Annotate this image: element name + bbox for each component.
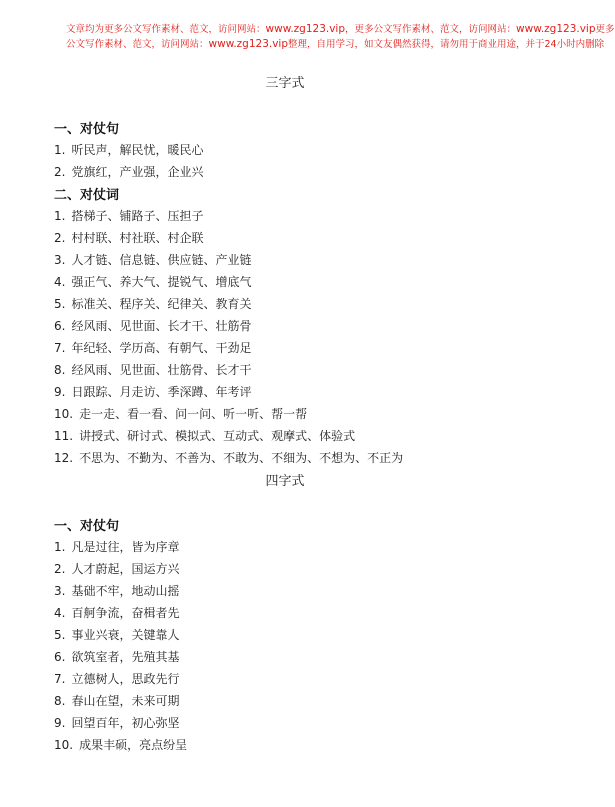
item-number: 9. [54, 716, 66, 730]
item-number: 10. [54, 738, 74, 752]
list-item [54, 383, 251, 400]
item-text: 春山在望，未来可期 [71, 694, 180, 708]
item-number: 5. [54, 297, 66, 311]
list-item [54, 626, 179, 643]
list-item [54, 273, 251, 290]
list-item [54, 163, 203, 180]
item-text: 百舸争流，奋楫者先 [71, 606, 180, 620]
item-text: 回望百年，初心弥坚 [71, 716, 180, 730]
item-number: 11. [54, 429, 74, 443]
watermark-text: 整理，自用学习，如文友偶然获得，请勿用于商业用途，并于24小时内删除 [288, 39, 605, 50]
list-item [54, 141, 203, 158]
list-item [54, 405, 307, 422]
item-number: 10. [54, 407, 74, 421]
item-text: 党旗红，产业强，企业兴 [71, 165, 204, 179]
section-title-three-char: 三字式 [265, 76, 305, 91]
item-text: 经风雨、见世面、长才干、壮筋骨 [71, 319, 252, 333]
item-text: 不思为、不勤为、不善为、不敢为、不细为、不想为、不正为 [79, 451, 404, 465]
watermark-line-1 [66, 22, 615, 37]
item-number: 1. [54, 540, 66, 554]
section-heading: 一、对仗句 [54, 122, 120, 137]
item-text: 搭梯子、铺路子、压担子 [71, 209, 204, 223]
list-item [54, 692, 179, 709]
list-item [54, 295, 251, 312]
list-item [54, 538, 179, 555]
section-heading: 二、对仗词 [54, 188, 120, 203]
item-number: 2. [54, 562, 66, 576]
list-item [54, 604, 179, 621]
watermark-url: www.zg123.vip [265, 23, 346, 35]
item-number: 7. [54, 672, 66, 686]
item-text: 走一走、看一看、问一问、听一听、帮一帮 [79, 407, 308, 421]
item-number: 4. [54, 275, 66, 289]
item-text: 人才链、信息链、供应链、产业链 [71, 253, 252, 267]
item-text: 成果丰硕，亮点纷呈 [79, 738, 188, 752]
item-number: 6. [54, 650, 66, 664]
list-item [54, 648, 179, 665]
list-item [54, 251, 251, 268]
section-heading: 一、对仗句 [54, 519, 120, 534]
item-text: 听民声，解民忧，暖民心 [71, 143, 204, 157]
item-number: 7. [54, 341, 66, 355]
item-text: 事业兴衰，关键靠人 [71, 628, 180, 642]
list-item [54, 736, 187, 753]
watermark-text: 更多 [595, 24, 615, 35]
watermark-line-2 [66, 37, 605, 52]
item-number: 4. [54, 606, 66, 620]
item-number: 8. [54, 363, 66, 377]
watermark-text: 文章均为更多公文写作素材、范文，访问网站： [66, 24, 266, 35]
list-item [54, 670, 179, 687]
item-text: 人才蔚起，国运方兴 [71, 562, 180, 576]
list-item [54, 560, 179, 577]
item-text: 年纪轻、学历高、有朝气、干劲足 [71, 341, 252, 355]
item-number: 5. [54, 628, 66, 642]
item-text: 欲筑室者，先殖其基 [71, 650, 180, 664]
item-number: 3. [54, 584, 66, 598]
item-text: 讲授式、研讨式、模拟式、互动式、观摩式、体验式 [79, 429, 356, 443]
item-number: 6. [54, 319, 66, 333]
item-number: 1. [54, 143, 66, 157]
item-text: 经风雨、见世面、壮筋骨、长才干 [71, 363, 252, 377]
watermark-text: ，更多公文写作素材、范文，访问网站： [345, 24, 517, 35]
item-text: 标准关、程序关、纪律关、教育关 [71, 297, 252, 311]
item-text: 强正气、养大气、提锐气、增底气 [71, 275, 252, 289]
item-number: 1. [54, 209, 66, 223]
list-item [54, 582, 179, 599]
list-item [54, 317, 251, 334]
list-item [54, 427, 355, 444]
item-number: 12. [54, 451, 74, 465]
watermark-url: www.zg123.vip [208, 38, 289, 50]
list-item [54, 229, 203, 246]
item-number: 8. [54, 694, 66, 708]
list-item [54, 449, 403, 466]
list-item [54, 361, 251, 378]
list-item [54, 339, 251, 356]
item-number: 9. [54, 385, 66, 399]
item-text: 村村联、村社联、村企联 [71, 231, 204, 245]
item-text: 立德树人，思政先行 [71, 672, 180, 686]
item-number: 3. [54, 253, 66, 267]
watermark-url: www.zg123.vip [516, 23, 596, 35]
item-number: 2. [54, 231, 66, 245]
item-text: 基础不牢，地动山摇 [71, 584, 180, 598]
item-text: 日跟踪、月走访、季深蹲、年考评 [71, 385, 252, 399]
item-text: 凡是过往，皆为序章 [71, 540, 180, 554]
list-item [54, 714, 179, 731]
section-title-four-char: 四字式 [265, 474, 305, 489]
watermark-text: 公文写作素材、范文，访问网站： [66, 39, 209, 50]
item-number: 2. [54, 165, 66, 179]
watermark-notice [66, 22, 615, 52]
list-item [54, 207, 203, 224]
